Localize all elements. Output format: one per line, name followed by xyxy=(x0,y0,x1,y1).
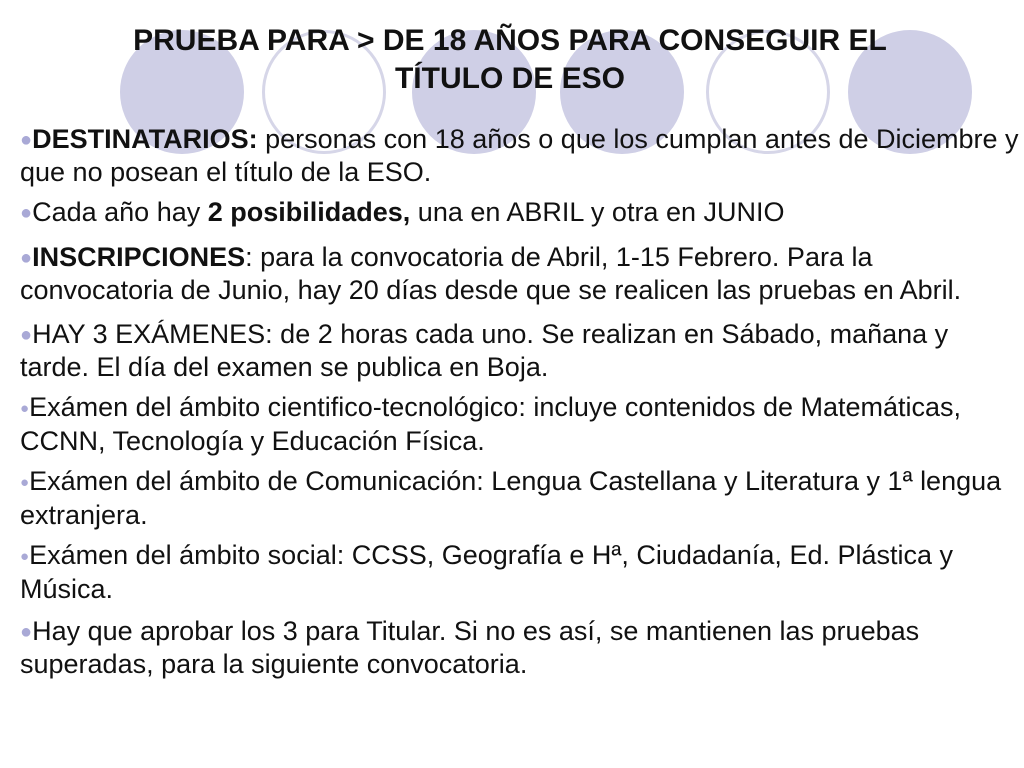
slide-body xyxy=(20,123,1020,680)
slide-title xyxy=(60,22,960,98)
bullet-icon: ● xyxy=(20,129,33,151)
bullet-item-aprobar xyxy=(20,615,1020,680)
item-prefix: Cada año hay xyxy=(32,197,208,227)
item-text: personas con 18 años o que los cumplan antes de Diciembre y que no posean el título de la ESO. xyxy=(20,124,1019,187)
bullet-icon: ● xyxy=(20,621,33,643)
bullet-icon: ● xyxy=(20,202,33,224)
item-text: Exámen del ámbito cientifico-tecnológico: incluye contenidos de Matemáticas, CCNN, Tecnología y Educación Física. xyxy=(20,392,962,456)
bullet-item-ambito-comunicacion xyxy=(20,465,1020,531)
slide-title-line-2: TÍTULO DE ESO xyxy=(394,62,625,95)
bullet-icon: ● xyxy=(20,400,30,417)
slide-title-line-1: PRUEBA PARA > DE 18 AÑOS PARA CONSEGUIR EL xyxy=(133,24,887,57)
item-text: HAY 3 EXÁMENES: de 2 horas cada uno. Se realizan en Sábado, mañana y tarde. El día del examen se publica en Boja. xyxy=(20,319,949,382)
item-text: Exámen del ámbito de Comunicación: Lengua Castellana y Literatura y 1ª lengua extranjera. xyxy=(20,466,1002,530)
bullet-icon: ● xyxy=(20,324,33,346)
bullet-item-ambito-social xyxy=(20,539,1020,605)
item-bold-label: DESTINATARIOS: xyxy=(32,124,258,154)
bullet-item-examenes xyxy=(20,318,1020,383)
item-text: Exámen del ámbito social: CCSS, Geografía e Hª, Ciudadanía, Ed. Plástica y Música. xyxy=(20,540,954,604)
bullet-item-inscripciones xyxy=(20,241,1020,306)
item-bold-label: 2 posibilidades, xyxy=(207,197,411,227)
bullet-icon: ● xyxy=(20,247,33,269)
item-text: : para la convocatoria de Abril, 1-15 Febrero. Para la convocatoria de Junio, hay 20 días desde que se realicen las pruebas en Abril. xyxy=(20,242,962,305)
bullet-item-posibilidades xyxy=(20,196,1020,229)
bullet-item-ambito-cientifico xyxy=(20,391,1020,457)
bullet-icon: ● xyxy=(20,474,30,491)
bullet-item-destinatarios xyxy=(20,123,1020,188)
item-text: una en ABRIL y otra en JUNIO xyxy=(410,197,785,227)
bullet-icon: ● xyxy=(20,548,30,565)
item-text: Hay que aprobar los 3 para Titular. Si no es así, se mantienen las pruebas superadas, para la siguiente convocatoria. xyxy=(20,616,920,679)
item-bold-label: INSCRIPCIONES xyxy=(32,242,246,272)
